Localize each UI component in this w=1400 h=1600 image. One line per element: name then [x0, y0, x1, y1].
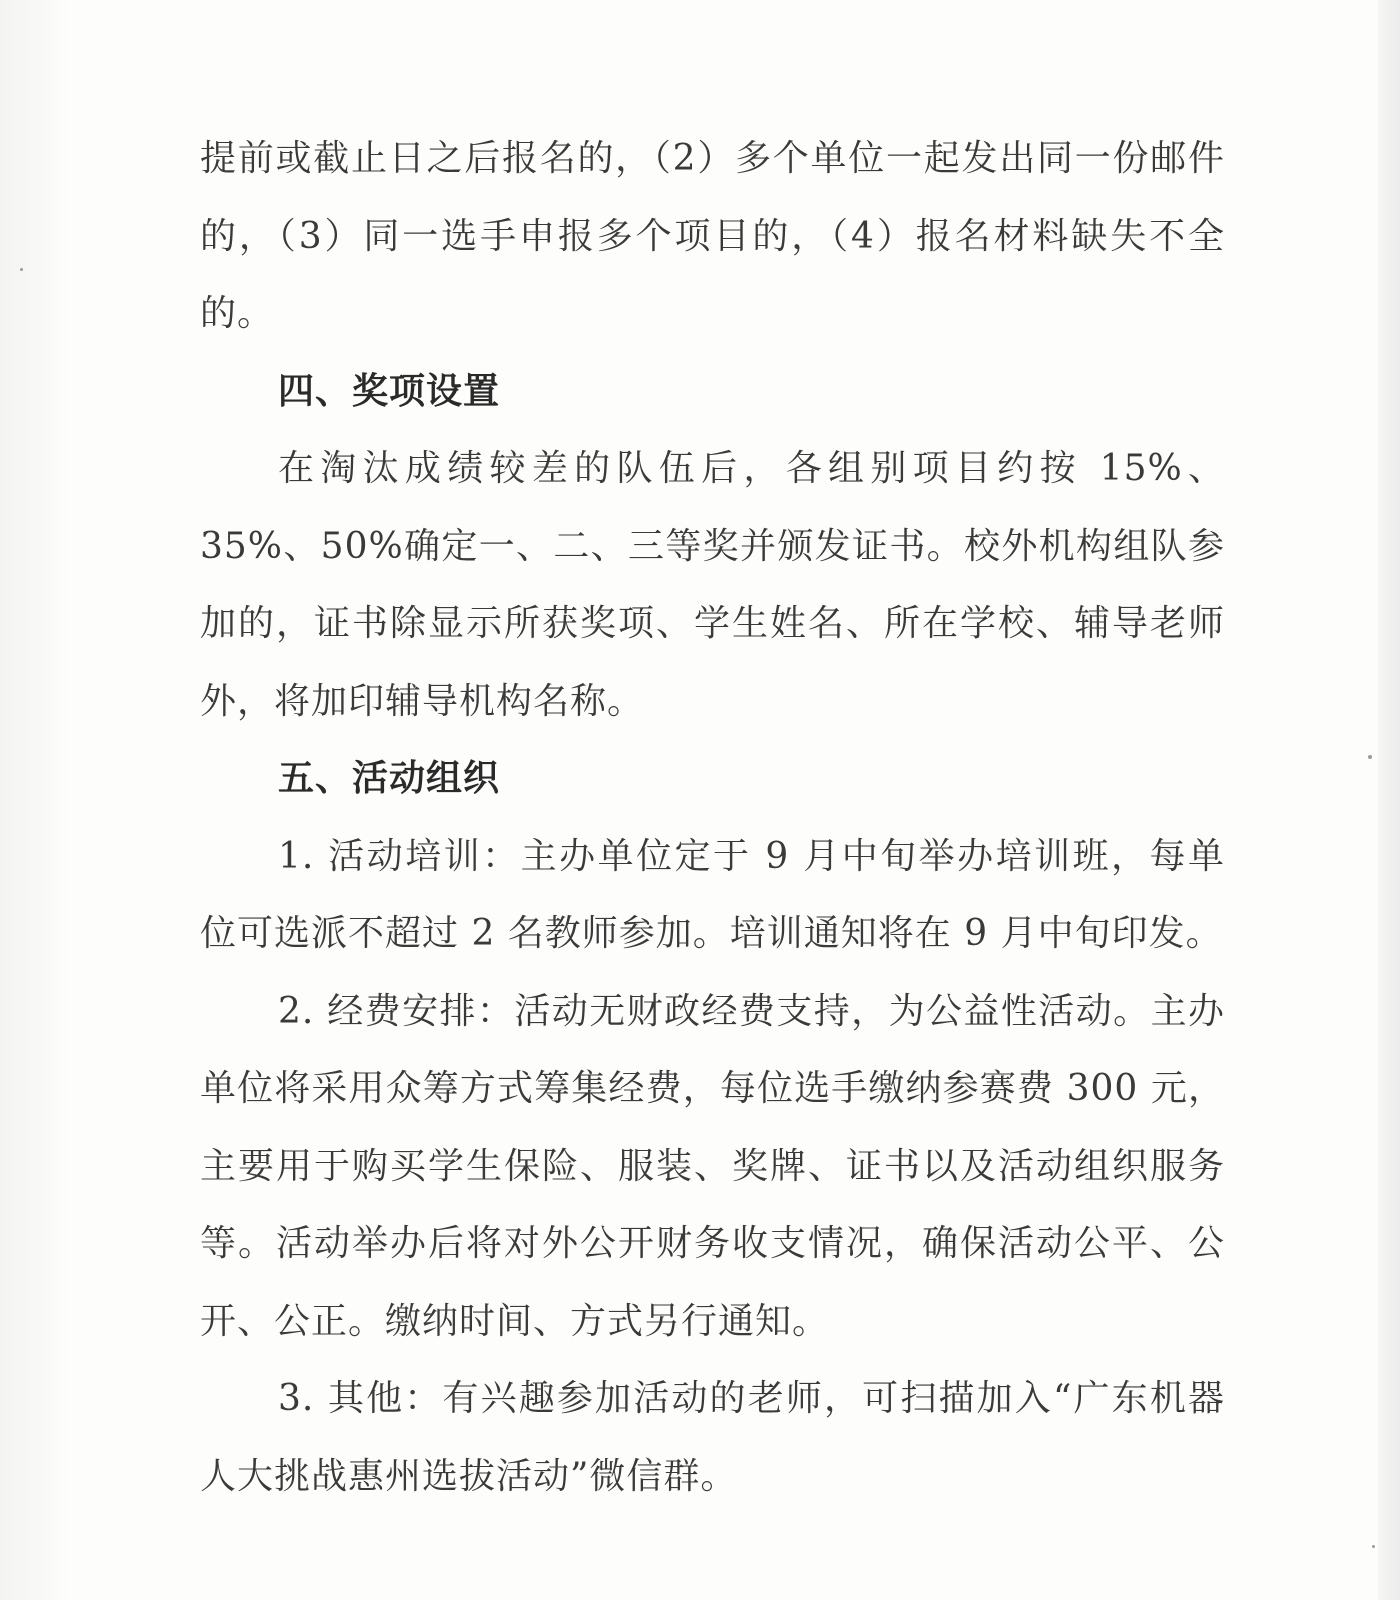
paragraph-training: 1. 活动培训：主办单位定于 9 月中旬举办培训班，每单位可选派不超过 2 名教师参加。培训通知将在 9 月中旬印发。 — [200, 835, 1225, 954]
page-left-edge — [0, 0, 70, 1600]
scan-speck — [1368, 755, 1372, 759]
document-body — [200, 120, 1225, 1515]
paragraph-funding: 2. 经费安排：活动无财政经费支持，为公益性活动。主办单位将采用众筹方式筹集经费，每位选手缴纳参赛费 300 元，主要用于购买学生保险、服装、奖牌、证书以及活动组织服务等。活动举办后将对外公开财务收支情况，确保活动公平、公开、公正。缴纳时间、方式另行通知。 — [200, 990, 1225, 1342]
scan-speck — [20, 268, 23, 271]
paragraph-other: 3. 其他：有兴趣参加活动的老师，可扫描加入“广东机器人大挑战惠州选拔活动”微信群。 — [200, 1378, 1225, 1497]
page-right-edge — [1378, 0, 1400, 1600]
scan-speck — [1372, 1545, 1375, 1548]
section-heading-organization: 五、活动组织 — [278, 758, 501, 799]
section-heading-awards: 四、奖项设置 — [278, 370, 501, 412]
paragraph-awards: 在淘汰成绩较差的队伍后，各组别项目约按 15%、35%、50%确定一、二、三等奖并颁发证书。校外机构组队参加的，证书除显示所获奖项、学生姓名、所在学校、辅导老师外，将加印辅导机构名称。 — [200, 448, 1225, 722]
paragraph-continuation: 提前或截止日之后报名的，（2）多个单位一起发出同一份邮件的，（3）同一选手申报多个项目的，（4）报名材料缺失不全的。 — [200, 138, 1225, 334]
